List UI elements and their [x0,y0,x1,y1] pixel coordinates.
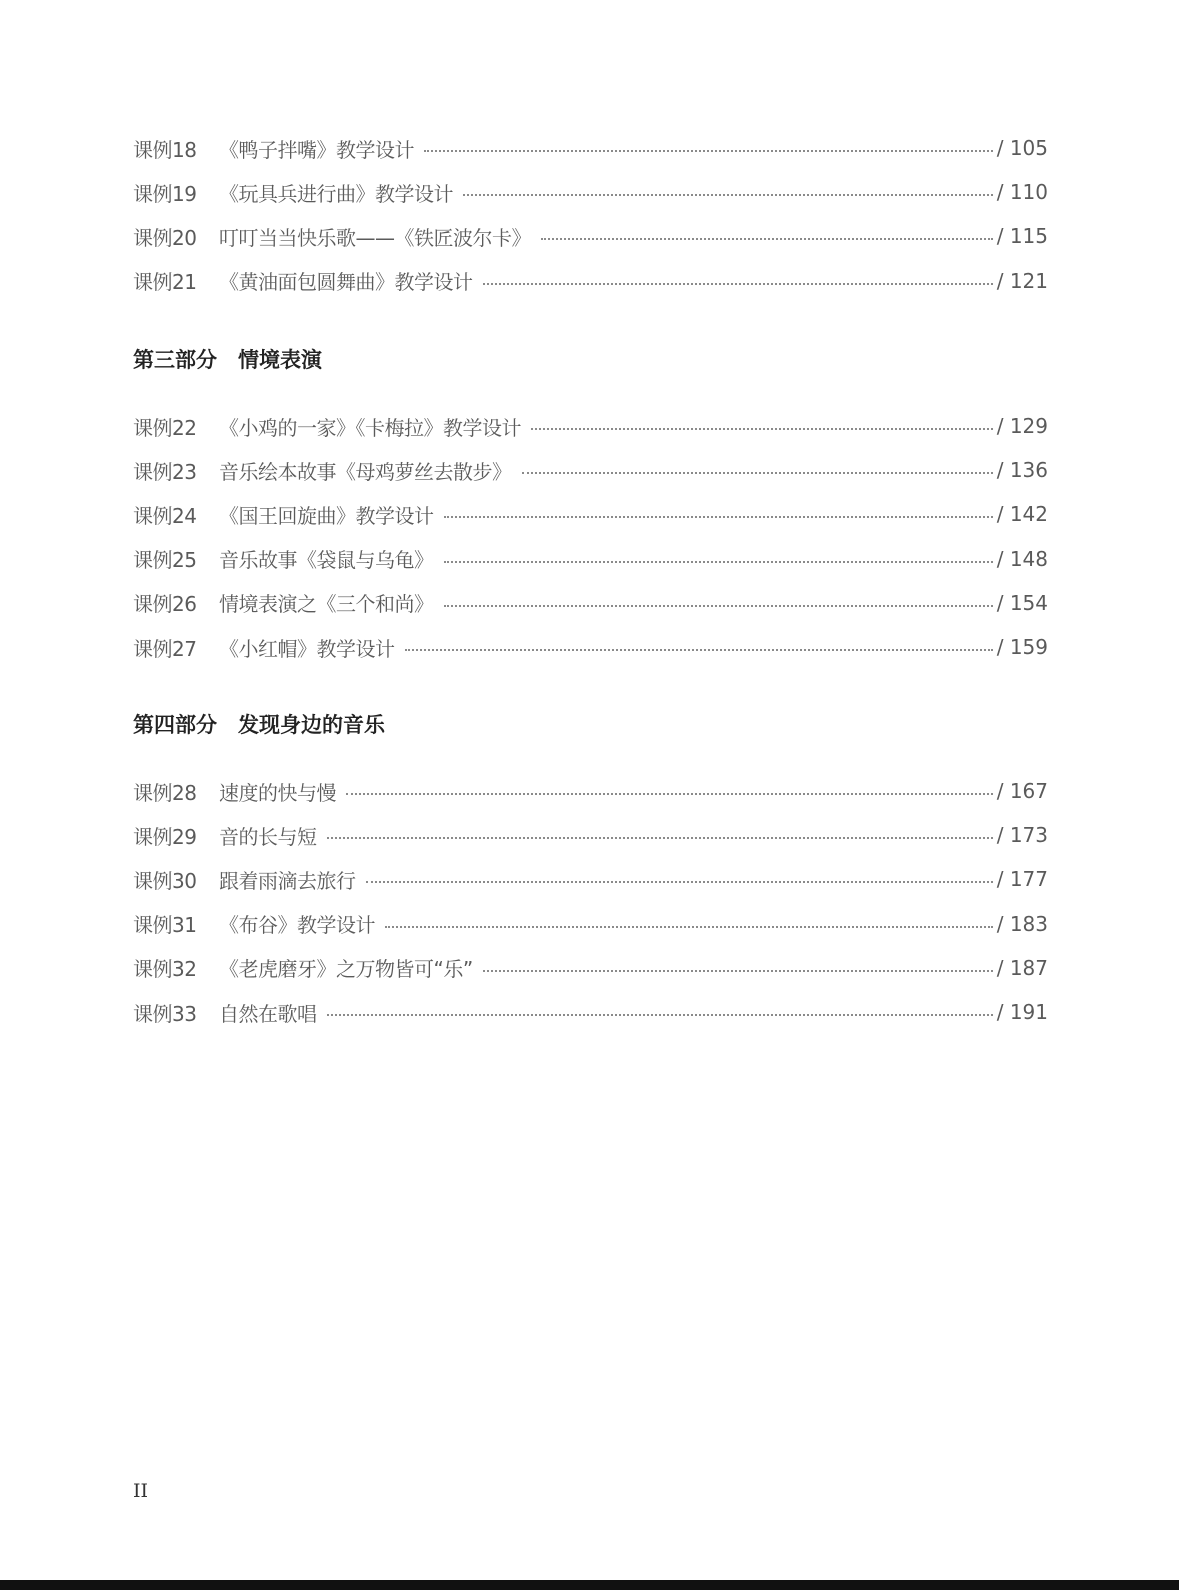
toc-entry[interactable] [133,448,1048,492]
entry-page-number: / 105 [996,136,1048,161]
toc-entry[interactable] [133,170,1048,214]
entry-page-number: / 136 [996,458,1048,483]
entry-label: 课例31 [133,913,197,938]
dot-leader [346,791,993,795]
entry-title: 速度的快与慢 [219,780,336,805]
entry-title: 跟着雨滴去旅行 [219,868,356,893]
toc-entry[interactable] [133,625,1048,669]
entry-label: 课例32 [133,957,197,982]
entry-label: 课例28 [133,780,197,805]
entry-title: 《小鸡的一家》《卡梅拉》教学设计 [219,415,521,440]
entry-page-number: / 167 [996,779,1048,804]
entry-label: 课例23 [133,459,197,484]
dot-leader [463,192,993,196]
entry-page-number: / 148 [996,546,1048,571]
entry-page-number: / 159 [996,635,1048,660]
dot-leader [327,835,993,839]
entry-title: 情境表演之《三个和尚》 [219,592,434,617]
toc-entry[interactable] [133,492,1048,536]
toc-entry[interactable] [133,126,1048,170]
toc-section-part-three [133,344,1048,669]
entry-label: 课例21 [133,270,197,295]
toc-entry[interactable] [133,404,1048,448]
entry-label: 课例20 [133,225,197,250]
entry-title: 《玩具兵进行曲》教学设计 [219,181,453,206]
entry-label: 课例29 [133,824,197,849]
dot-leader [327,1012,993,1016]
entry-page-number: / 191 [996,1000,1048,1025]
toc-entry[interactable] [133,857,1048,901]
toc-entry[interactable] [133,259,1048,303]
entry-page-number: / 115 [996,224,1048,249]
entry-page-number: / 121 [996,268,1048,293]
dot-leader [531,426,993,430]
entry-page-number: / 110 [996,180,1048,205]
entry-title: 《国王回旋曲》教学设计 [219,503,434,528]
page-folio: II [133,1480,149,1502]
entry-page-number: / 187 [996,955,1048,980]
dot-leader [405,647,993,651]
entry-page-number: / 177 [996,867,1048,892]
entry-title: 音乐故事《袋鼠与乌龟》 [219,548,434,573]
dot-leader [444,603,993,607]
bottom-edge-bar [0,1580,1179,1590]
entry-title: 音乐绘本故事《母鸡萝丝去散步》 [219,459,512,484]
toc-entry[interactable] [133,946,1048,990]
entry-label: 课例22 [133,415,197,440]
entry-title: 《老虎磨牙》之万物皆可“乐” [219,957,473,982]
entry-label: 课例30 [133,868,197,893]
entry-title: 《鸭子拌嘴》教学设计 [219,137,414,162]
toc-entry[interactable] [133,581,1048,625]
toc-entry[interactable] [133,214,1048,258]
entry-label: 课例27 [133,636,197,661]
entry-page-number: / 129 [996,414,1048,439]
entry-label: 课例18 [133,137,197,162]
dot-leader [444,514,993,518]
toc-entry[interactable] [133,813,1048,857]
toc-entry[interactable] [133,769,1048,813]
entry-page-number: / 142 [996,502,1048,527]
entry-title: 音的长与短 [219,824,317,849]
dot-leader [522,470,993,474]
section-heading: 第三部分 情境表演 [133,348,322,372]
entry-page-number: / 183 [996,911,1048,936]
entry-title: 《小红帽》教学设计 [219,636,395,661]
entry-page-number: / 154 [996,590,1048,615]
entry-label: 课例25 [133,548,197,573]
toc-entry[interactable] [133,990,1048,1034]
entry-title: 自然在歌唱 [219,1001,317,1026]
toc-section-part-four [133,709,1048,1034]
dot-leader [444,559,993,563]
dot-leader [366,879,993,883]
toc-group-continued [133,126,1048,303]
dot-leader [483,281,993,285]
dot-leader [541,236,993,240]
section-heading: 第四部分 发现身边的音乐 [133,713,385,737]
entry-label: 课例33 [133,1001,197,1026]
entry-title: 叮叮当当快乐歌——《铁匠波尔卡》 [219,225,531,250]
entry-page-number: / 173 [996,823,1048,848]
dot-leader [483,968,993,972]
toc-entry[interactable] [133,537,1048,581]
entry-title: 《黄油面包圆舞曲》教学设计 [219,270,473,295]
entry-label: 课例19 [133,181,197,206]
dot-leader [424,148,993,152]
entry-label: 课例26 [133,592,197,617]
dot-leader [385,924,993,928]
entry-title: 《布谷》教学设计 [219,913,375,938]
toc-entry[interactable] [133,902,1048,946]
entry-label: 课例24 [133,503,197,528]
